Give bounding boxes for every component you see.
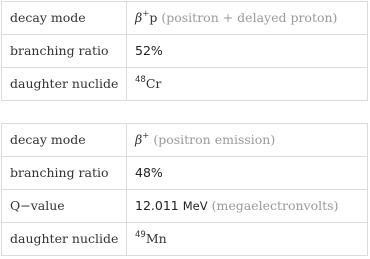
branching-ratio-value: 52% [127,35,368,68]
q-value-unit: MeV [182,199,208,213]
q-value-unit-note: (megaelectronvolts) [211,198,339,213]
decay-mode-note: (positron + delayed proton) [161,10,338,25]
daughter-nuclide-label: daughter nuclide [2,68,127,101]
decay-table-1 [1,1,368,101]
daughter-element: Mn [145,231,167,246]
daughter-element: Cr [145,76,162,91]
branching-ratio-label: branching ratio [2,35,127,68]
table-row [2,68,368,101]
decay-mode-value [127,124,368,157]
table-row [2,190,368,223]
branching-ratio-label: branching ratio [2,157,127,190]
daughter-nuclide-label: daughter nuclide [2,223,127,256]
table-row [2,223,368,256]
decay-mode-value [127,2,368,35]
decay-particle: p [149,10,158,25]
table-row [2,157,368,190]
beta-symbol: β [135,10,143,25]
table-row [2,124,368,157]
q-value-number: 12.011 [135,198,179,213]
decay-mode-note: (positron emission) [153,132,276,147]
daughter-nuclide-value [127,68,368,101]
q-value-label: Q−value [2,190,127,223]
beta-sign: + [142,8,150,19]
table-row [2,2,368,35]
q-value-value [127,190,368,223]
decay-table-2 [1,123,368,256]
daughter-mass-number: 48 [135,74,146,85]
daughter-mass-number: 49 [135,229,146,240]
beta-sign: + [142,130,150,141]
beta-symbol: β [135,132,143,147]
decay-mode-label: decay mode [2,2,127,35]
table-row [2,35,368,68]
decay-mode-label: decay mode [2,124,127,157]
daughter-nuclide-value [127,223,368,256]
branching-ratio-value: 48% [127,157,368,190]
